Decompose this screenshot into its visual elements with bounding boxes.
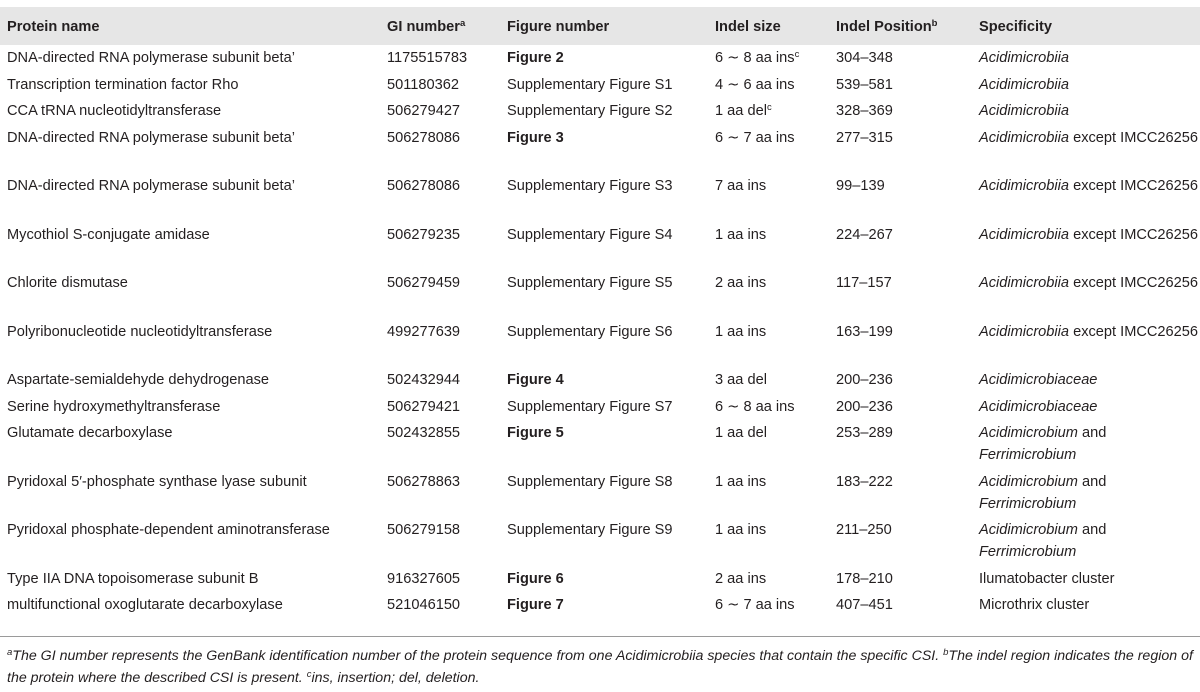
cell-protein-name: DNA-directed RNA polymerase subunit beta’ [7,178,295,194]
cell-protein-name: Transcription termination factor Rho [7,76,239,93]
cell-protein-name: Type IIA DNA topoisomerase subunit B [7,570,259,587]
cell-figure-number: Supplementary Figure S7 [507,398,673,415]
column-header: Protein name [7,19,100,35]
cell-indel-size: 1 aa ins [715,323,767,340]
cell-figure-number: Figure 4 [507,372,564,388]
table-row [0,394,1200,421]
cell-specificity: Microthrix cluster [979,597,1090,613]
cell-specificity: Acidimicrobiaceae [979,398,1098,415]
cell-indel-position: 117–157 [836,275,892,291]
cell-gi-number: 502432944 [387,372,461,388]
cell-indel-size: 6 ∼ 8 aa ins$^c$ [715,49,800,66]
cell-indel-position: 224–267 [836,226,893,243]
cell-indel-size: 2 aa ins [715,570,767,587]
column-header: Specificity [979,19,1052,35]
cell-gi-number: 506278086 [387,129,461,146]
footnote-c-text: ins, insertion; del, deletion. [311,670,480,686]
cell-indel-position: 328–369 [836,103,893,119]
cell-gi-number: 916327605 [387,570,461,587]
cell-protein-name: Chlorite dismutase [7,275,128,291]
footnote-b-text: The indel region indicates the region of the protein where the described CSI is present. [7,648,1193,686]
cell-indel-position: 163–199 [836,323,893,340]
cell-gi-number: 499277639 [387,323,461,340]
cell-gi-number: 506279427 [387,103,461,119]
cell-protein-name: Mycothiol S-conjugate amidase [7,226,210,243]
cell-gi-number: 506279421 [387,398,461,415]
cell-gi-number: 506279459 [387,275,461,291]
cell-figure-number: Figure 5 [507,425,564,441]
table-row [0,98,1200,125]
column-header: Indel size [715,19,781,35]
cell-specificity: Acidimicrobiia except IMCC26256 [979,275,1199,291]
cell-gi-number: 506279158 [387,522,461,538]
footnote-a-mark: a [7,647,13,658]
cell-figure-number: Figure 7 [507,597,564,613]
footnote-b-mark: b [943,647,949,658]
table-row [0,222,1200,271]
table-footnote [7,645,1195,689]
table-row [0,592,1200,622]
table-body [0,45,1200,622]
cell-gi-number: 1175515783 [387,50,468,66]
cell-figure-number: Figure 2 [507,50,564,66]
cell-indel-size: 7 aa ins [715,178,767,194]
cell-gi-number: 506279235 [387,226,461,243]
cell-indel-position: 211–250 [836,522,892,538]
table-header-row [0,7,1200,45]
cell-specificity: Acidimicrobium and Ferrimicrobium [979,522,1107,560]
cell-specificity: Acidimicrobiia except IMCC26256 [979,323,1199,340]
table-row [0,45,1200,72]
csi-table [0,7,1200,622]
cell-figure-number: Figure 6 [507,570,564,587]
table-row [0,173,1200,222]
cell-indel-position: 183–222 [836,473,893,490]
cell-indel-size: 1 aa del$^c$ [715,102,772,119]
cell-protein-name: Pyridoxal 5′-phosphate synthase lyase subunit [7,473,307,490]
cell-indel-size: 4 ∼ 6 aa ins [715,76,795,93]
cell-indel-position: 200–236 [836,398,893,415]
table-row [0,125,1200,174]
cell-figure-number: Supplementary Figure S3 [507,178,673,194]
cell-indel-position: 99–139 [836,178,885,194]
column-header: GI number$^a$ [387,18,466,35]
cell-protein-name: Pyridoxal phosphate-dependent aminotransferase [7,522,330,538]
cell-figure-number: Supplementary Figure S2 [507,103,673,119]
cell-specificity: Acidimicrobiia [979,76,1070,93]
column-header: Indel Position$^b$ [836,18,938,35]
cell-specificity: Acidimicrobiia [979,103,1070,119]
cell-specificity: Acidimicrobiia except IMCC26256 [979,226,1199,243]
cell-indel-position: 178–210 [836,570,893,587]
cell-indel-position: 539–581 [836,76,893,93]
cell-figure-number: Supplementary Figure S4 [507,226,673,243]
cell-figure-number: Supplementary Figure S1 [507,76,673,93]
cell-indel-position: 304–348 [836,50,893,66]
table-row [0,72,1200,99]
cell-figure-number: Supplementary Figure S6 [507,323,673,340]
cell-specificity: Acidimicrobiia [979,50,1070,66]
column-header: Figure number [507,19,610,35]
cell-protein-name: Polyribonucleotide nucleotidyltransferase [7,323,273,340]
cell-specificity: Acidimicrobium and Ferrimicrobium [979,473,1107,512]
cell-figure-number: Supplementary Figure S8 [507,473,673,490]
cell-indel-size: 3 aa del [715,372,767,388]
table-bottom-rule [0,636,1200,637]
table-row [0,566,1200,593]
cell-protein-name: Glutamate decarboxylase [7,425,173,441]
cell-specificity: Acidimicrobium and Ferrimicrobium [979,425,1107,463]
cell-indel-size: 1 aa del [715,425,767,441]
table-row [0,319,1200,368]
table-row [0,517,1200,566]
cell-indel-position: 277–315 [836,129,893,146]
footnote-a-text: The GI number represents the GenBank identification number of the protein sequence from one Acidimicrobiia species that contain the specific CSI. [12,648,944,664]
cell-protein-name: CCA tRNA nucleotidyltransferase [7,103,222,119]
cell-specificity: Ilumatobacter cluster [979,570,1115,587]
cell-indel-size: 6 ∼ 7 aa ins [715,129,795,146]
cell-indel-size: 6 ∼ 7 aa ins [715,597,795,613]
cell-indel-size: 6 ∼ 8 aa ins [715,398,795,415]
cell-protein-name: DNA-directed RNA polymerase subunit beta’ [7,50,295,66]
cell-indel-position: 407–451 [836,597,893,613]
cell-protein-name: DNA-directed RNA polymerase subunit beta’ [7,129,295,146]
cell-figure-number: Supplementary Figure S5 [507,275,673,291]
cell-gi-number: 521046150 [387,597,461,613]
cell-indel-position: 200–236 [836,372,893,388]
cell-indel-position: 253–289 [836,425,893,441]
cell-gi-number: 501180362 [387,76,459,93]
cell-figure-number: Figure 3 [507,129,564,146]
footnote-c-mark: c [306,669,312,680]
cell-gi-number: 502432855 [387,425,461,441]
cell-figure-number: Supplementary Figure S9 [507,522,673,538]
table-row [0,420,1200,469]
cell-indel-size: 2 aa ins [715,275,767,291]
table-row [0,270,1200,319]
cell-gi-number: 506278086 [387,178,461,194]
cell-indel-size: 1 aa ins [715,522,767,538]
cell-specificity: Acidimicrobiia except IMCC26256 [979,178,1199,194]
cell-indel-size: 1 aa ins [715,226,767,243]
table-row [0,469,1200,518]
cell-specificity: Acidimicrobiaceae [979,372,1098,388]
cell-protein-name: multifunctional oxoglutarate decarboxylase [7,597,283,613]
table-row [0,367,1200,394]
cell-gi-number: 506278863 [387,473,461,490]
cell-protein-name: Aspartate-semialdehyde dehydrogenase [7,372,270,388]
cell-specificity: Acidimicrobiia except IMCC26256 [979,129,1199,146]
cell-indel-size: 1 aa ins [715,473,767,490]
cell-protein-name: Serine hydroxymethyltransferase [7,398,221,415]
